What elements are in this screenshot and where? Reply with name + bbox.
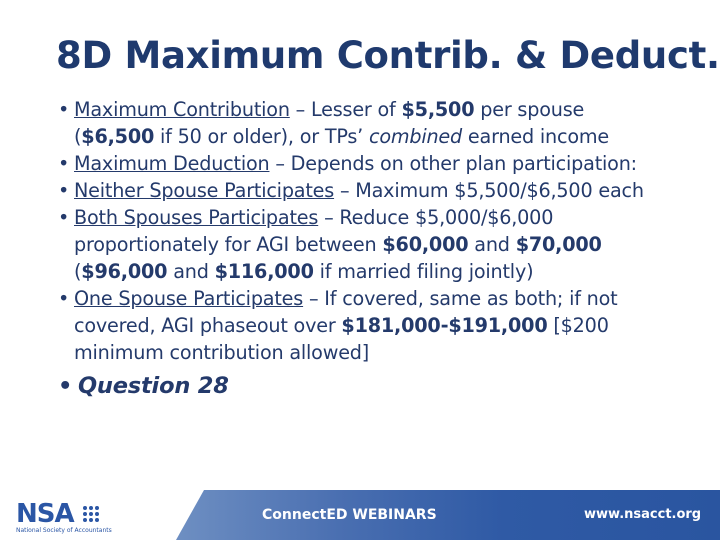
bullet-line (74, 285, 718, 312)
text-run: if 50 or older), or TPs’ (154, 125, 369, 148)
text-run: ( (74, 260, 82, 283)
bullet-question (58, 371, 718, 401)
text-run: minimum contribution allowed] (74, 341, 370, 364)
bullet-line (74, 123, 718, 150)
amount: $181,000-$191,000 (341, 314, 548, 337)
bullet-dot-icon: • (58, 373, 73, 399)
text-run: – If covered, same as both; if not (303, 287, 618, 310)
text-run: – Maximum $5,500/$6,500 each (334, 179, 644, 202)
bullet-line (74, 204, 718, 231)
term-one-spouse: One Spouse Participates (74, 287, 304, 310)
amount: $6,500 (81, 125, 155, 148)
text-run: [$200 (547, 314, 609, 337)
footer-logo-area (0, 490, 176, 540)
bullet-line (74, 177, 718, 204)
text-run: per spouse (474, 98, 585, 121)
slide-content (58, 96, 718, 401)
nsa-logo (16, 500, 126, 536)
term-both-spouses: Both Spouses Participates (74, 206, 319, 229)
website-link[interactable]: www.nsacct.org (584, 507, 702, 522)
bullet-dot-icon: • (58, 287, 70, 310)
text-run: and (468, 233, 516, 256)
term-max-contribution: Maximum Contribution (74, 98, 290, 121)
bullet-line (74, 150, 718, 177)
footer (0, 490, 720, 540)
bullet-both-spouses (58, 204, 718, 285)
bullet-line (74, 96, 718, 123)
webinars-label: ConnectED WEBINARS (262, 507, 437, 523)
question-label: Question 28 (78, 373, 229, 399)
text-run: earned income (462, 125, 609, 148)
text-run: ( (74, 125, 82, 148)
bullet-one-spouse (58, 285, 718, 366)
slide-title: 8D Maximum Contrib. & Deduct. (56, 34, 720, 77)
bullet-dot-icon: • (58, 152, 70, 175)
text-run: covered, AGI phaseout over (74, 314, 342, 337)
text-run: – Reduce $5,000/$6,000 (318, 206, 554, 229)
logo-text: NSA (16, 499, 74, 529)
amount: $60,000 (382, 233, 469, 256)
logo-subtitle: National Society of Accountants (16, 527, 112, 534)
amount: $96,000 (81, 260, 168, 283)
bullet-dot-icon: • (58, 179, 70, 202)
amount: $5,500 (401, 98, 475, 121)
bullet-neither-spouse (58, 177, 718, 204)
bullet-dot-icon: • (58, 98, 70, 121)
bullet-line (74, 258, 718, 285)
bullet-line (74, 312, 718, 339)
bullet-max-deduction (58, 150, 718, 177)
text-run: – Depends on other plan participation: (269, 152, 637, 175)
text-run: proportionately for AGI between (74, 233, 383, 256)
bullet-line (74, 339, 718, 366)
text-run: and (167, 260, 215, 283)
logo-dots-icon (82, 505, 106, 525)
amount: $116,000 (214, 260, 314, 283)
text-run: if married filing jointly) (313, 260, 534, 283)
bullet-line (74, 231, 718, 258)
text-run: – Lesser of (289, 98, 402, 121)
amount: $70,000 (515, 233, 602, 256)
term-max-deduction: Maximum Deduction (74, 152, 270, 175)
bullet-max-contribution (58, 96, 718, 150)
term-neither-spouse: Neither Spouse Participates (74, 179, 335, 202)
emphasis: combined (368, 125, 463, 148)
bullet-dot-icon: • (58, 206, 70, 229)
